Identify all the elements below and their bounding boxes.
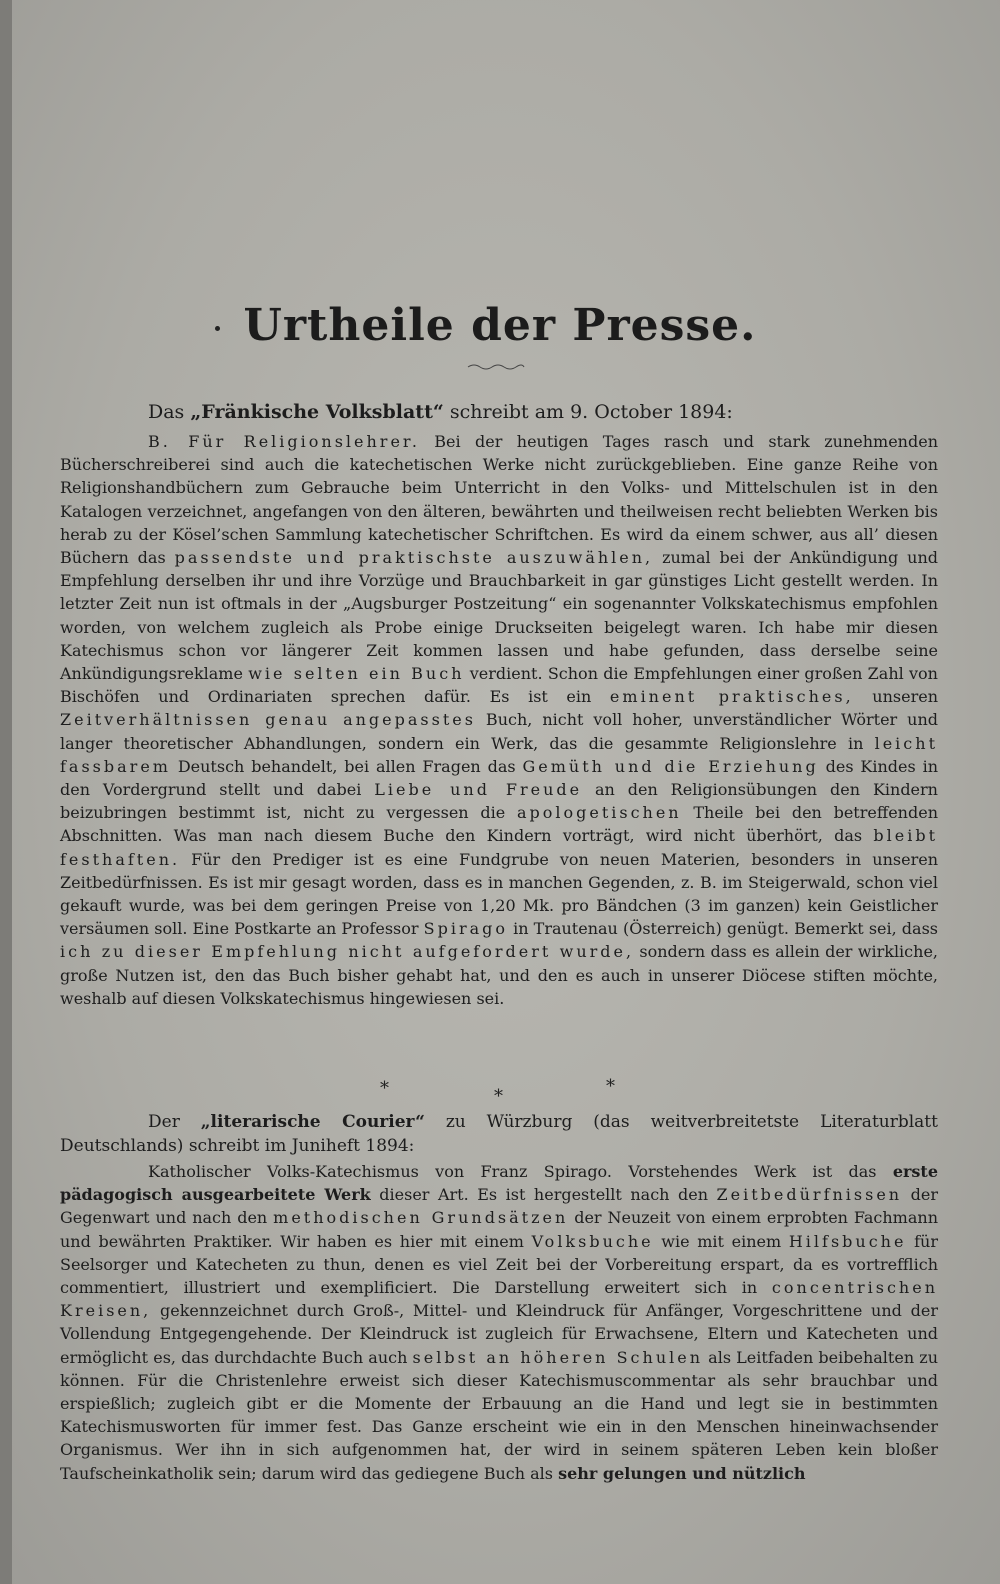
review1-source: „Fränkische Volksblatt“ <box>190 401 444 423</box>
review2-source: „literarische Courier“ <box>200 1112 425 1132</box>
review1-heading: B. Für Religionslehrer. <box>148 432 420 451</box>
title-ornament <box>466 362 526 372</box>
separator-star: * <box>380 1078 389 1099</box>
separator-star: * <box>606 1076 615 1097</box>
section-separator <box>0 1074 1000 1107</box>
separator-star: * <box>494 1086 503 1107</box>
review1-body: B. Für Religionslehrer. Bei der heutigen Tages rasch und stark zunehmenden Bücherschreiberei sind auch die katechetischen Werke nicht zurückgeblieben. Eine ganze Reihe von Religionshandbüchern zum Gebrauche beim Unterricht in den Volks- und Mittelschulen ist in den Katalogen verzeichnet, angefangen von den älteren, bewährten und theilweisen recht beliebten Werken bis herab zu der Kösel’schen Sammlung katechetischer Schriftchen. Es wird da einem schwer, aus all’ diesen Büchern das passendste und praktischste auszuwählen, zumal bei der Ankündigung und Empfehlung derselben ihr und ihre Vorzüge und Brauchbarkeit in gar günstiges Licht gestellt werden. In letzter Zeit nun ist oftmals in der „Augsburger Postzeitung“ ein sogenannter Volkskatechismus empfohlen worden, von welchem zugleich als Probe einige Druckseiten beigelegt waren. Ich habe mir diesen Katechismus schon vor längerer Zeit kommen lassen und habe gefunden, dass derselbe seine Ankündigungsreklame wie selten ein Buch verdient. Schon die Empfehlungen einer großen Zahl von Bischöfen und Ordinariaten sprechen dafür. Es ist ein eminent praktisches, unseren Zeitverhältnissen genau angepasstes Buch, nicht voll hoher, unverständlicher Wörter und langer theoretischer Abhandlungen, sondern ein Werk, das die gesammte Religionslehre in leicht fassbarem Deutsch behandelt, bei allen Fragen das Gemüth und die Erziehung des Kindes in den Vordergrund stellt und dabei Liebe und Freude an den Religionsübungen den Kindern beizubringen bestimmt ist, nicht zu vergessen die apologetischen Theile bei den betreffenden Abschnitten. Was man nach diesem Buche den Kindern vorträgt, wird nicht überhört, das bleibt festhaften. Für den Prediger ist es eine Fundgrube von neuen Materien, besonders in unseren Zeitbedürfnissen. Es ist mir gesagt worden, dass es in manchen Gegenden, z. B. im Steigerwald, schon viel gekauft wurde, was bei dem geringen Preise von 1,20 Mk. pro Bändchen (3 im ganzen) kein Geistlicher versäumen soll. Eine Postkarte an Professor Spirago in Trautenau (Österreich) genügt. Bemerkt sei, dass ich zu dieser Empfehlung nicht aufgefordert wurde, sondern dass es allein der wirkliche, große Nutzen ist, den das Buch bisher gehabt hat, und den es auch in unserer Diöcese stiften möchte, weshalb auf diesen Volkskatechismus hingewiesen sei. <box>60 432 939 1008</box>
review1-intro: Das „Fränkische Volksblatt“ schreibt am 9. October 1894: <box>148 401 733 423</box>
page-title: Urtheile der Presse. <box>243 300 757 351</box>
review2-body: Katholischer Volks-Katechismus von Franz Spirago. Vorstehendes Werk ist das erste pädagogisch ausgearbeitete Werk dieser Art. Es ist hergestellt nach den Zeitbedürfnissen der Gegenwart und nach den methodischen Grundsätzen der Neuzeit von einem erprobten Fachmann und bewährten Praktiker. Wir haben es hier mit einem Volksbuche wie mit einem Hilfsbuche für Seelsorger und Katecheten zu thun, denen es viel Zeit bei der Vorbereitung erspart, da es vortrefflich commentiert, illustriert und exemplificiert. Die Darstellung erweitert sich in concentrischen Kreisen, gekennzeichnet durch Groß-, Mittel- und Kleindruck für Anfänger, Vorgeschrittene und der Vollendung Entgegengehende. Der Kleindruck ist zugleich für Erwachsene, Eltern und Katecheten und ermöglicht es, das durchdachte Buch auch selbst an höheren Schulen als Leitfaden beibehalten zu können. Für die Christenlehre erweist sich dieser Katechismuscommentar als sehr brauchbar und erspießlich; zugleich gibt er die Momente der Erbauung an die Hand und legt sie in bestimmten Katechismusworten für immer fest. Das Ganze erscheint wie ein in den Menschen hineinwachsender Organismus. Wer ihn in sich aufgenommen hat, der wird in seinem späteren Leben kein bloßer Taufscheinkatholik sein; darum wird das gediegene Buch als sehr gelungen und nützlich <box>60 1162 939 1483</box>
page-edge <box>0 0 12 1584</box>
review2-intro: Der „literarische Courier“ zu Würzburg (das weitverbreitetste Literaturblatt Deutschlands) schreibt im Juniheft 1894: <box>60 1112 938 1156</box>
